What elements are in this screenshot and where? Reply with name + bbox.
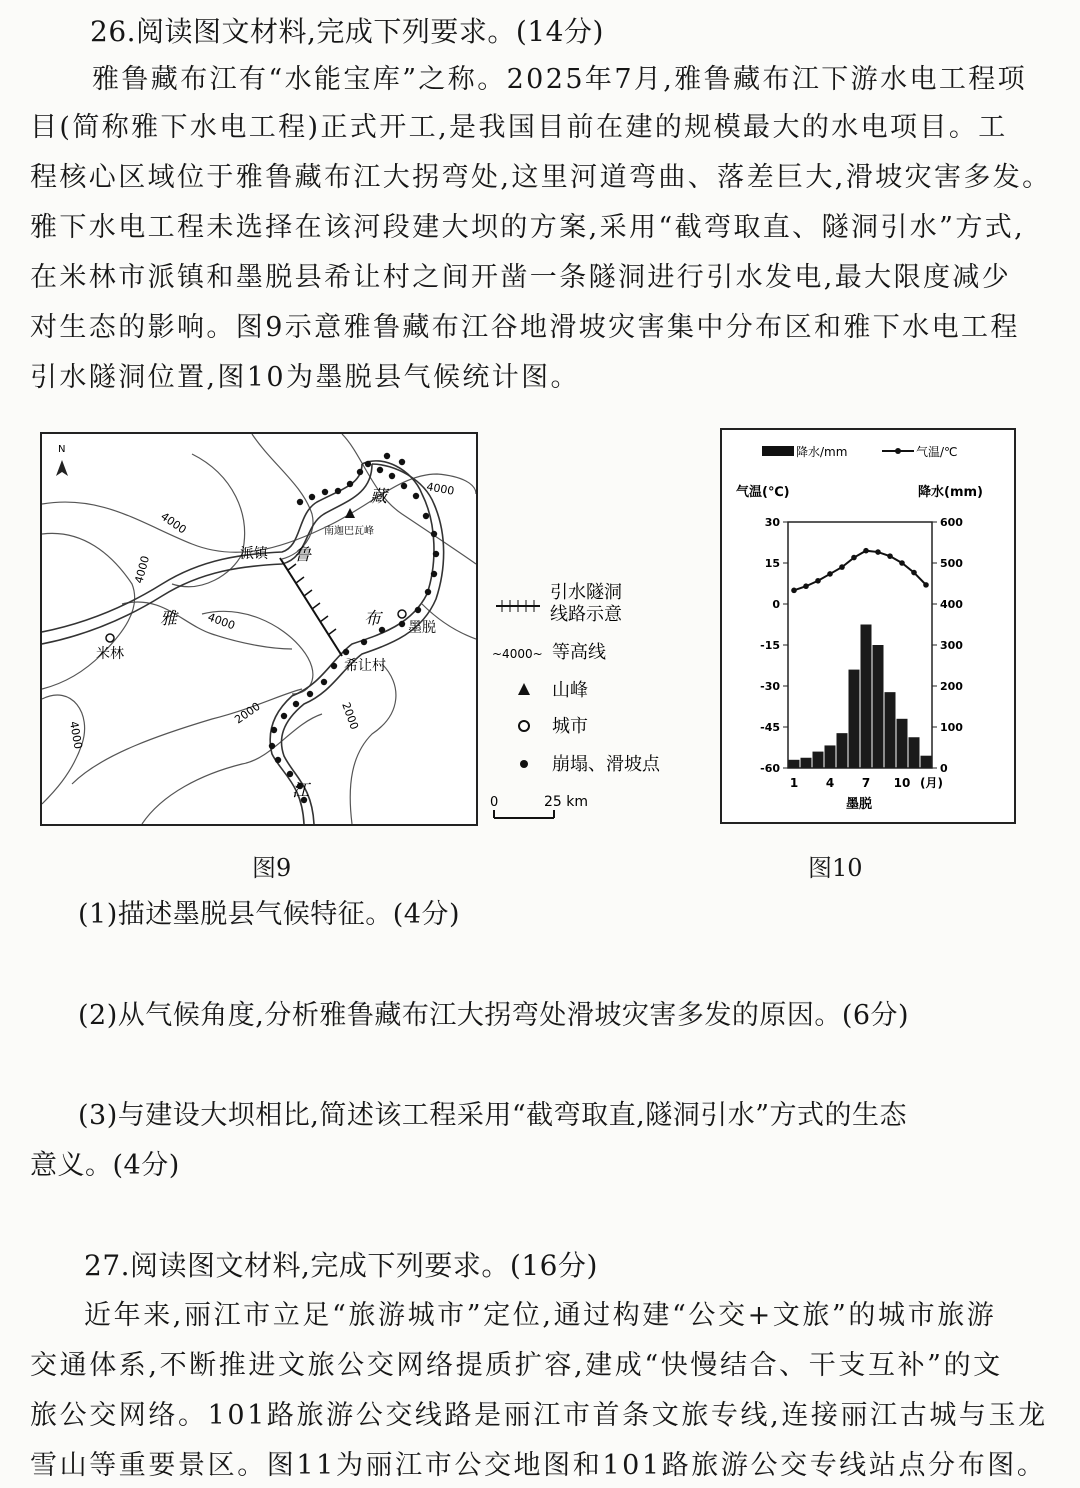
- q26-title: 26.阅读图文材料,完成下列要求。(14分): [90, 15, 604, 48]
- precip-bar: [825, 745, 836, 768]
- left-tick-label: -60: [760, 762, 780, 775]
- right-tick-label: 400: [940, 598, 963, 611]
- svg-text:N: N: [58, 444, 66, 455]
- legend-tunnel-line1: 引水隧洞: [550, 582, 622, 603]
- right-tick-label: 300: [940, 639, 963, 652]
- precip-bar: [801, 758, 812, 768]
- legend-temp-marker: [895, 448, 901, 454]
- figure-10-climate-chart: [720, 428, 1016, 824]
- legend-peak-icon: [518, 683, 530, 695]
- temperature-point: [887, 553, 893, 559]
- precip-bar: [813, 752, 824, 768]
- figure-9-map: [40, 432, 478, 826]
- right-tick-label: 600: [940, 516, 963, 529]
- chart-location: 墨脱: [846, 797, 873, 812]
- north-arrow-icon: [56, 444, 68, 476]
- x-axis-unit: (月): [920, 776, 943, 790]
- x-axis-ticks: [790, 776, 911, 790]
- left-tick-label: 15: [764, 557, 780, 570]
- chart-svg: [722, 430, 1014, 822]
- temperature-point: [803, 583, 809, 589]
- river-char: 江: [292, 781, 309, 801]
- q27-text-line: 近年来,丽江市立足“旅游城市”定位,通过构建“公交+文旅”的城市旅游: [84, 1300, 997, 1331]
- x-tick-label: 10: [893, 776, 911, 790]
- legend-tunnel-line2: 线路示意: [550, 604, 622, 625]
- q26-subquestion-1: (1)描述墨脱县气候特征。(4分): [78, 899, 460, 930]
- right-axis-title: 降水(mm): [918, 485, 983, 500]
- precip-bar: [873, 645, 884, 768]
- temperature-point: [863, 548, 869, 554]
- left-tick-label: -45: [760, 721, 780, 734]
- right-tick-label: 500: [940, 557, 963, 570]
- place-paizhen-label: 派镇: [240, 546, 268, 562]
- temperature-point: [923, 582, 929, 588]
- city-milin-label: 米林: [96, 646, 124, 662]
- x-tick-label: 1: [789, 776, 799, 790]
- legend-contour-sample: ~4000~: [492, 647, 543, 661]
- river-char: 鲁: [294, 545, 311, 565]
- temperature-point: [851, 555, 857, 561]
- q26-subquestion-3: (3)与建设大坝相比,简述该工程采用“截弯取直,隧洞引水”方式的生态: [78, 1100, 908, 1131]
- precip-bar: [885, 692, 896, 768]
- map-legend: [490, 580, 690, 820]
- right-tick-label: 0: [940, 762, 948, 775]
- precip-bar: [909, 737, 920, 768]
- city-milin-icon: [106, 634, 114, 642]
- legend-precip-swatch: [762, 446, 794, 456]
- q26-text-line: 对生态的影响。图9示意雅鲁藏布江谷地滑坡灾害集中分布区和雅下水电工程: [30, 312, 1020, 343]
- legend-peak: 山峰: [552, 680, 588, 701]
- temperature-point: [839, 564, 845, 570]
- left-tick-label: -15: [760, 639, 780, 652]
- temperature-point: [911, 570, 917, 576]
- scale-bar: [494, 810, 554, 818]
- left-tick-label: -30: [760, 680, 780, 693]
- contour-label: 4000: [425, 480, 456, 498]
- x-tick-label: 4: [825, 776, 835, 790]
- city-motuo-icon: [398, 610, 406, 618]
- contour-label: 4000: [132, 554, 153, 585]
- contour-label: 4000: [158, 509, 189, 537]
- legend-city-icon: [519, 721, 529, 731]
- q26-subquestion-2: (2)从气候角度,分析雅鲁藏布江大拐弯处滑坡灾害多发的原因。(6分): [78, 1000, 910, 1031]
- figure-9-caption: 图9: [252, 854, 292, 882]
- plot-frame: [788, 522, 932, 768]
- precip-bar: [789, 760, 800, 768]
- scale-label: 25 km: [544, 794, 589, 810]
- right-axis-ticks: [932, 516, 963, 775]
- temperature-point: [899, 560, 905, 566]
- q27-text-line: 雪山等重要景区。图11为丽江市公交地图和101路旅游公交专线站点分布图。: [30, 1450, 1047, 1481]
- contour-label: 4000: [67, 720, 85, 751]
- legend-landslide: 崩塌、滑坡点: [552, 754, 660, 775]
- contour-label: 2000: [232, 699, 263, 727]
- q26-text-line: 雅鲁藏布江有“水能宝库”之称。2025年7月,雅鲁藏布江下游水电工程项: [92, 64, 1028, 95]
- left-axis-title: 气温(℃): [736, 485, 790, 500]
- river-char: 布: [364, 609, 381, 629]
- city-motuo-label: 墨脱: [408, 620, 436, 636]
- q26-text-line: 目(简称雅下水电工程)正式开工,是我国目前在建的规模最大的水电项目。工: [30, 112, 1008, 143]
- precip-bar: [897, 719, 908, 768]
- water-tunnel-route: [280, 558, 342, 656]
- q27-title: 27.阅读图文材料,完成下列要求。(16分): [84, 1249, 598, 1282]
- figure-10-caption: 图10: [808, 854, 863, 882]
- precip-bar: [849, 670, 860, 768]
- q26-subquestion-3-cont: 意义。(4分): [30, 1150, 180, 1181]
- tunnel-legend-icon: [496, 600, 540, 612]
- x-tick-label: 7: [861, 776, 871, 790]
- temperature-point: [875, 549, 881, 555]
- q26-text-line: 引水隧洞位置,图10为墨脱县气候统计图。: [30, 362, 580, 393]
- q26-text-line: 雅下水电工程未选择在该河段建大坝的方案,采用“截弯取直、隧洞引水”方式,: [30, 212, 1026, 243]
- legend-contour: 等高线: [552, 642, 606, 663]
- river-char: 雅: [160, 609, 177, 629]
- left-tick-label: 30: [764, 516, 780, 529]
- q27-text-line: 交通体系,不断推进文旅公交网络提质扩容,建成“快慢结合、干支互补”的文: [30, 1350, 1003, 1381]
- temperature-point: [827, 571, 833, 577]
- contour-label: 4000: [205, 610, 237, 633]
- precip-bar: [861, 625, 872, 769]
- peak-icon: [345, 508, 355, 518]
- legend-temp-label: 气温/℃: [916, 445, 958, 459]
- q27-text-line: 旅公交网络。101路旅游公交线路是丽江市首条文旅专线,连接丽江古城与玉龙: [30, 1400, 1048, 1431]
- q26-text-line: 在米林市派镇和墨脱县希让村之间开凿一条隧洞进行引水发电,最大限度减少: [30, 262, 1012, 293]
- legend-city: 城市: [552, 716, 588, 737]
- legend-landslide-icon: [520, 760, 528, 768]
- q26-text-line: 程核心区域位于雅鲁藏布江大拐弯处,这里河道弯曲、落差巨大,滑坡灾害多发。: [30, 162, 1052, 193]
- precip-bar: [921, 756, 932, 768]
- right-tick-label: 200: [940, 680, 963, 693]
- temperature-point: [791, 588, 797, 594]
- map-svg: [42, 434, 476, 824]
- precip-bar: [837, 733, 848, 768]
- left-axis-ticks: [760, 516, 788, 775]
- right-tick-label: 100: [940, 721, 963, 734]
- contour-label: 2000: [339, 700, 361, 732]
- precip-bars: [789, 625, 932, 769]
- left-tick-label: 0: [772, 598, 780, 611]
- temperature-line: [794, 551, 926, 591]
- legend-precip-label: 降水/mm: [796, 445, 848, 459]
- scale-zero: 0: [490, 795, 499, 810]
- peak-label: 南迦巴瓦峰: [324, 526, 374, 537]
- river-char: 藏: [370, 487, 387, 507]
- temperature-point: [815, 578, 821, 584]
- place-xirang-label: 希让村: [344, 658, 386, 674]
